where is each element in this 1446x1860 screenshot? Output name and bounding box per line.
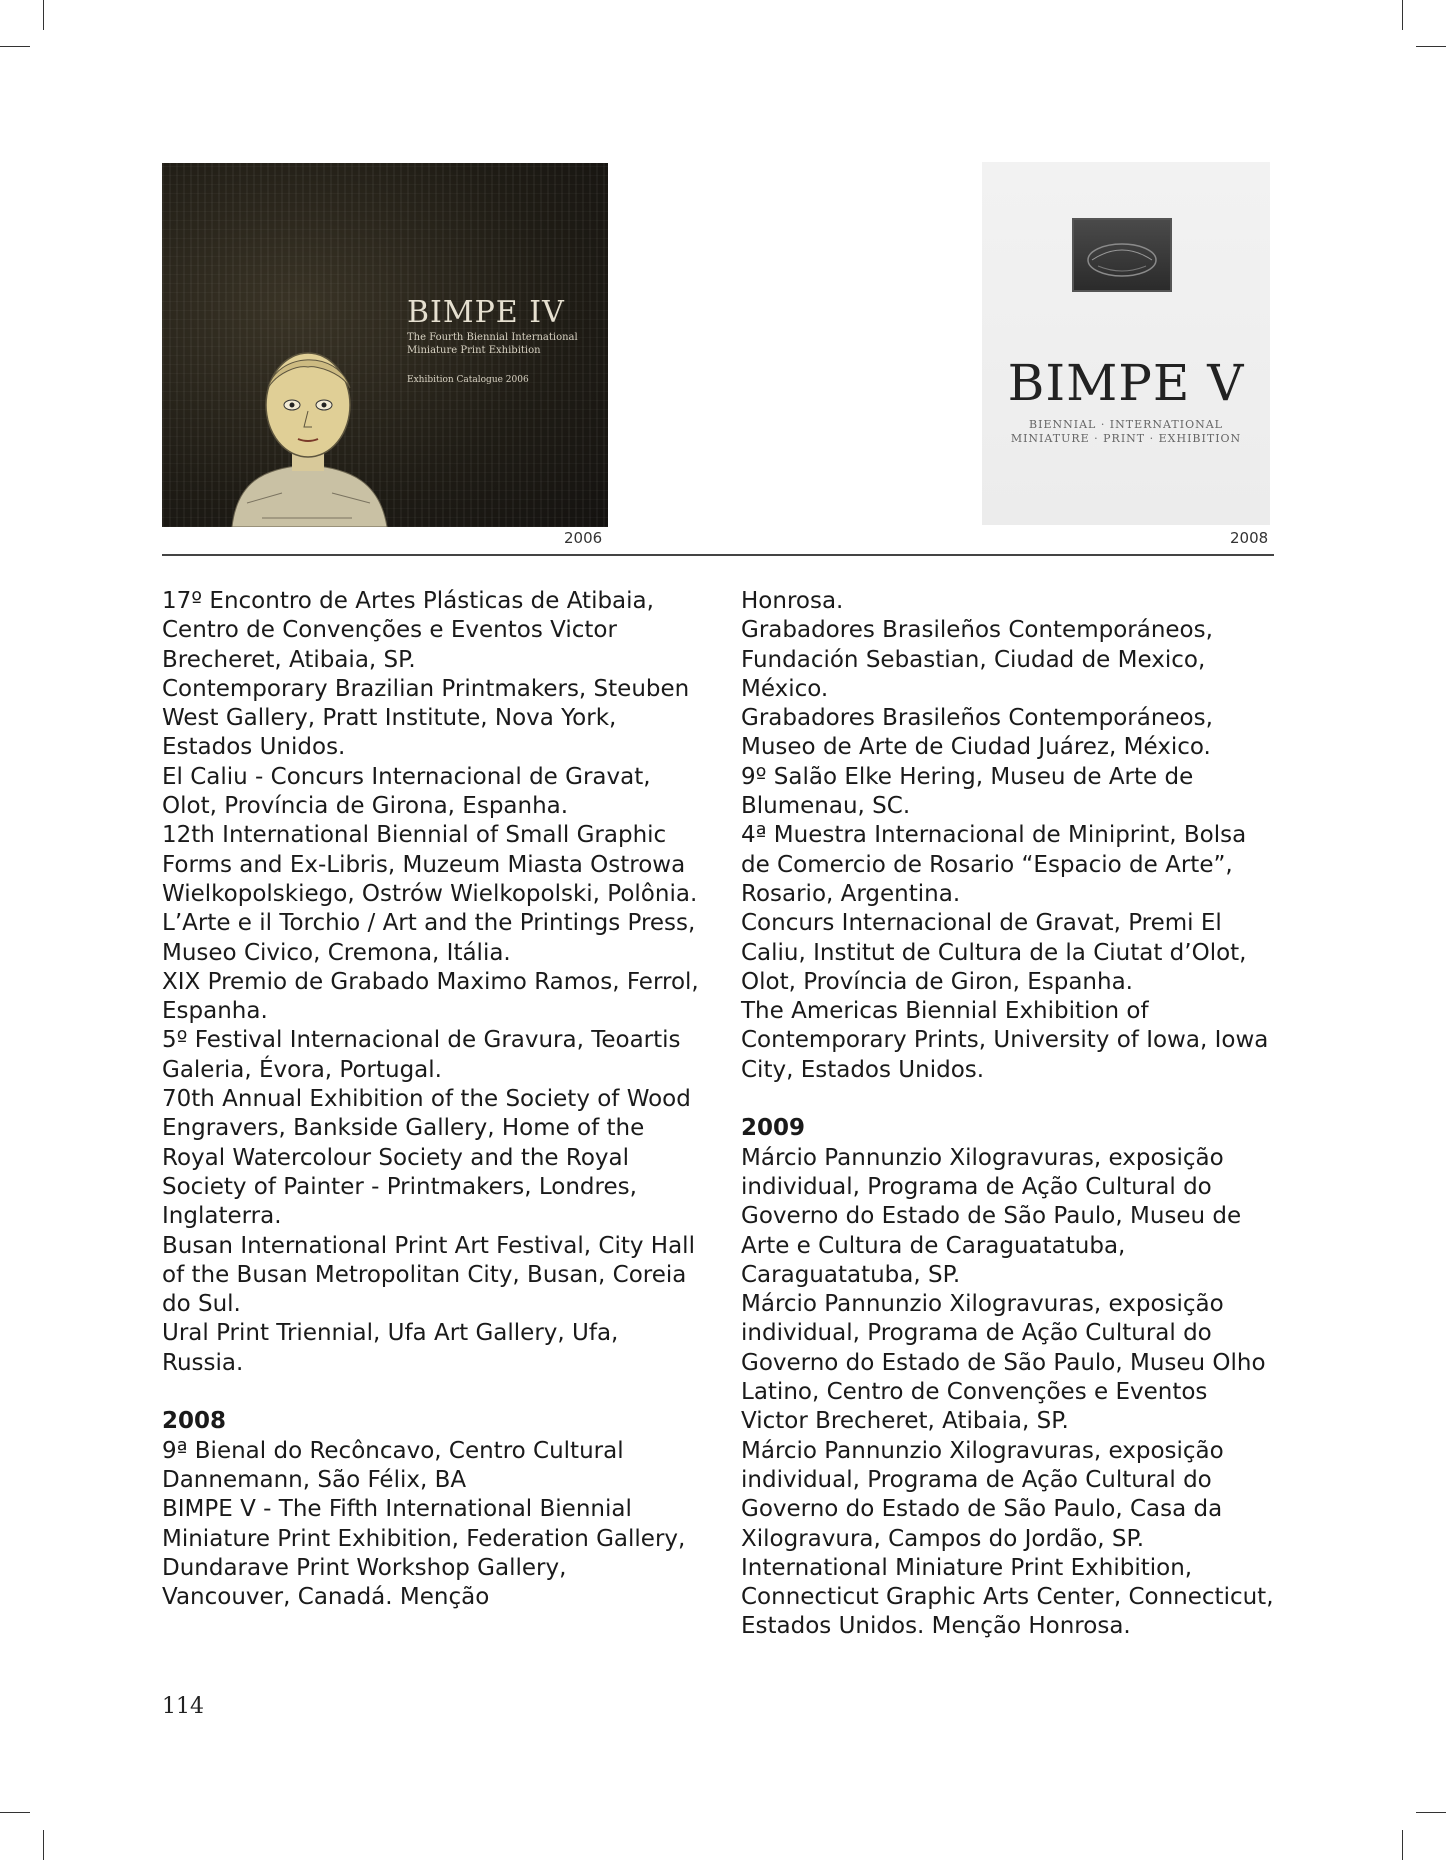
cover-print-illustration: [1072, 218, 1172, 292]
crop-mark: [43, 0, 44, 30]
exhibition-entry: Márcio Pannunzio Xilogravuras, exposição individual, Programa de Ação Cultural do Governo do Estado de São Paulo, Museu de Arte e Cultura de Caraguatatuba, Caraguatatuba, SP.: [741, 1144, 1242, 1288]
crop-mark: [1402, 0, 1403, 30]
exhibition-entry: 9ª Bienal do Recôncavo, Centro Cultural Dannemann, São Félix, BA: [162, 1437, 624, 1493]
portrait-illustration: [222, 343, 392, 527]
image-year-caption: 2006: [564, 529, 603, 547]
cover-subtitle: [992, 418, 1260, 446]
exhibition-entry: Márcio Pannunzio Xilogravuras, exposição individual, Programa de Ação Cultural do Governo do Estado de São Paulo, Museu Olho Latino, Centro de Convenções e Eventos Victor Brecheret, Atibaia, SP.: [741, 1291, 1266, 1435]
crop-mark: [1416, 1812, 1446, 1813]
exhibition-entry: 9º Salão Elke Hering, Museu de Arte de Blumenau, SC.: [741, 763, 1194, 820]
crop-mark: [1402, 1830, 1403, 1860]
bimpe-v-cover-image: [982, 162, 1270, 525]
exhibition-entry: Honrosa.: [741, 588, 844, 614]
crop-mark: [0, 1812, 30, 1813]
exhibition-entry: Contemporary Brazilian Printmakers, Steuben West Gallery, Pratt Institute, Nova York, Estados Unidos.: [162, 675, 690, 761]
crop-mark: [43, 1830, 44, 1860]
exhibition-entry: Concurs Internacional de Gravat, Premi El Caliu, Institut de Cultura de la Ciutat d’Olot, Olot, Província de Giron, Espanha.: [741, 910, 1247, 995]
exhibition-entry: XIX Premio de Grabado Maximo Ramos, Ferrol, Espanha.: [162, 968, 699, 1025]
cover-subtitle-line: MINIATURE · PRINT · EXHIBITION: [1010, 432, 1242, 445]
exhibition-entry: L’Arte e il Torchio / Art and the Printings Press, Museo Civico, Cremona, Itália.: [162, 910, 696, 966]
cover-title: BIMPE IV: [407, 295, 565, 330]
exhibition-entry: 12th International Biennial of Small Graphic Forms and Ex-Libris, Muzeum Miasta Ostrowa Wielkopolskiego, Ostrów Wielkopolski, Polônia.: [162, 822, 698, 907]
exhibition-entry: Grabadores Brasileños Contemporáneos, Museo de Arte de Ciudad Juárez, México.: [741, 705, 1213, 761]
exhibition-entry: Márcio Pannunzio Xilogravuras, exposição individual, Programa de Ação Cultural do Governo do Estado de São Paulo, Casa da Xilogravura, Campos do Jordão, SP.: [741, 1437, 1224, 1552]
exhibition-entry: Ural Print Triennial, Ufa Art Gallery, Ufa, Russia.: [162, 1320, 619, 1376]
crop-mark: [1416, 46, 1446, 47]
cover-catalogue-label: Exhibition Catalogue 2006: [407, 375, 529, 385]
horizontal-rule: [162, 554, 1274, 556]
cover-subtitle: The Fourth Biennial International Miniature Print Exhibition: [407, 332, 578, 356]
exhibition-entry: BIMPE V - The Fifth International Biennial Miniature Print Exhibition, Federation Gallery, Dundarave Print Workshop Gallery, Vancouver, Canadá. Menção: [162, 1496, 686, 1611]
bimpe-iv-cover-image: [162, 163, 608, 527]
exhibition-entry: The Americas Biennial Exhibition of Contemporary Prints, University of Iowa, Iowa City, Estados Unidos.: [741, 998, 1269, 1083]
exhibition-entry: El Caliu - Concurs Internacional de Gravat, Olot, Província de Girona, Espanha.: [162, 763, 651, 820]
right-column: [741, 587, 1281, 1642]
year-heading: 2009: [741, 1115, 806, 1142]
exhibition-entry: Grabadores Brasileños Contemporáneos, Fundación Sebastian, Ciudad de Mexico, México.: [741, 617, 1213, 702]
page-number: 114: [162, 1694, 204, 1719]
crop-mark: [0, 46, 30, 47]
exhibition-entry: 5º Festival Internacional de Gravura, Teoartis Galeria, Évora, Portugal.: [162, 1027, 681, 1083]
exhibition-entry: 4ª Muestra Internacional de Miniprint, Bolsa de Comercio de Rosario “Espacio de Arte”, Rosario, Argentina.: [741, 822, 1247, 907]
cover-title: BIMPE V: [1007, 354, 1245, 412]
exhibition-entry: Busan International Print Art Festival, City Hall of the Busan Metropolitan City, Busan, Coreia do Sul.: [162, 1232, 695, 1318]
exhibition-entry: 17º Encontro de Artes Plásticas de Atibaia, Centro de Convenções e Eventos Victor Brecheret, Atibaia, SP.: [162, 588, 654, 673]
image-year-caption: 2008: [1230, 529, 1269, 547]
exhibition-entry: 70th Annual Exhibition of the Society of Wood Engravers, Bankside Gallery, Home of the Royal Watercolour Society and the Royal Society of Painter - Printmakers, Londres, Inglaterra.: [162, 1086, 691, 1230]
cover-subtitle-line: BIENNIAL · INTERNATIONAL: [1029, 418, 1223, 431]
left-column: [162, 587, 702, 1612]
exhibition-entry: International Miniature Print Exhibition, Connecticut Graphic Arts Center, Connecticut, Estados Unidos. Menção Honrosa.: [741, 1554, 1274, 1640]
year-heading: 2008: [162, 1408, 227, 1435]
